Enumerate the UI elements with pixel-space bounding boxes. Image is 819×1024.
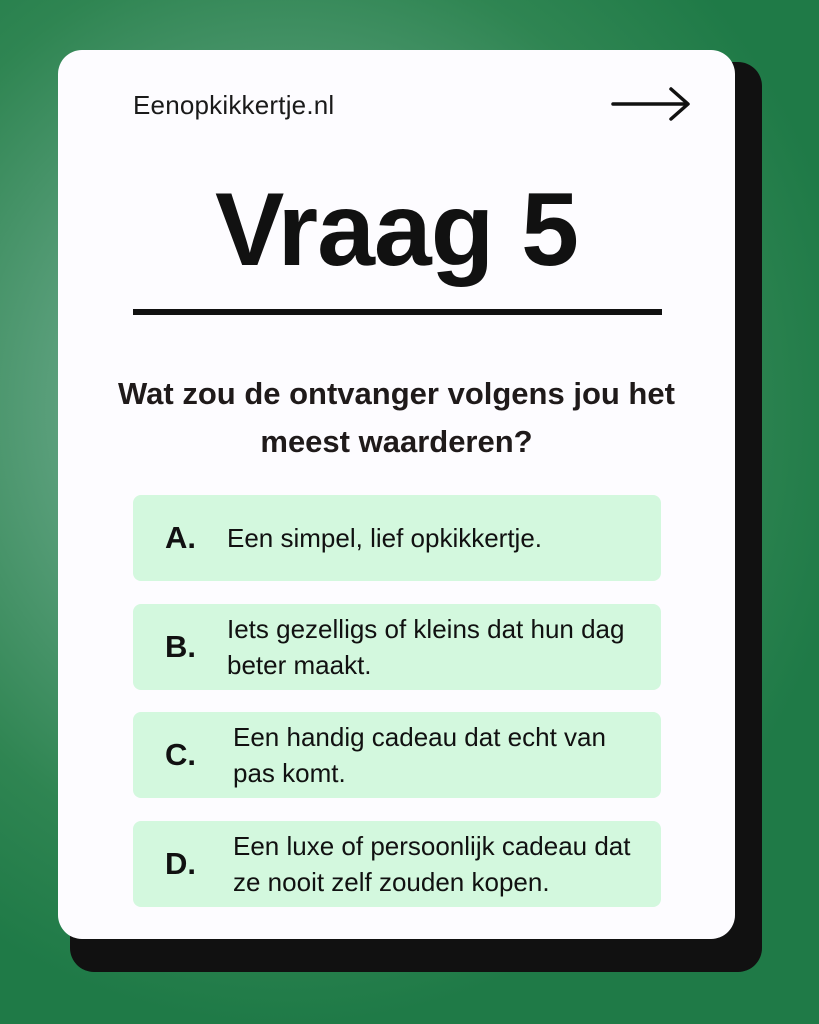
option-text: Een luxe of persoonlijk cadeau dat ze nooit zelf zouden kopen. [233,831,631,897]
option-letter: B. [165,629,196,664]
answer-option-b[interactable] [133,604,661,690]
option-text: Een simpel, lief opkikkertje. [227,523,543,553]
title-divider [133,309,662,315]
quiz-card [58,50,735,939]
question-title: Vraag 5 [214,172,579,288]
question-text: Wat zou de ontvanger volgens jou het meest waarderen? [118,376,675,459]
option-letter: A. [165,520,196,555]
option-text: Iets gezelligs of kleins dat hun dag beter maakt. [227,614,625,680]
option-letter: D. [165,846,196,881]
arrow-right-icon[interactable] [611,86,693,122]
answer-option-d[interactable] [133,821,661,907]
answer-option-c[interactable] [133,712,661,798]
option-letter: C. [165,737,196,772]
brand-name: Eenopkikkertje.nl [133,90,335,120]
option-text: Een handig cadeau dat echt van pas komt. [233,722,606,788]
answer-option-a[interactable] [133,495,661,581]
